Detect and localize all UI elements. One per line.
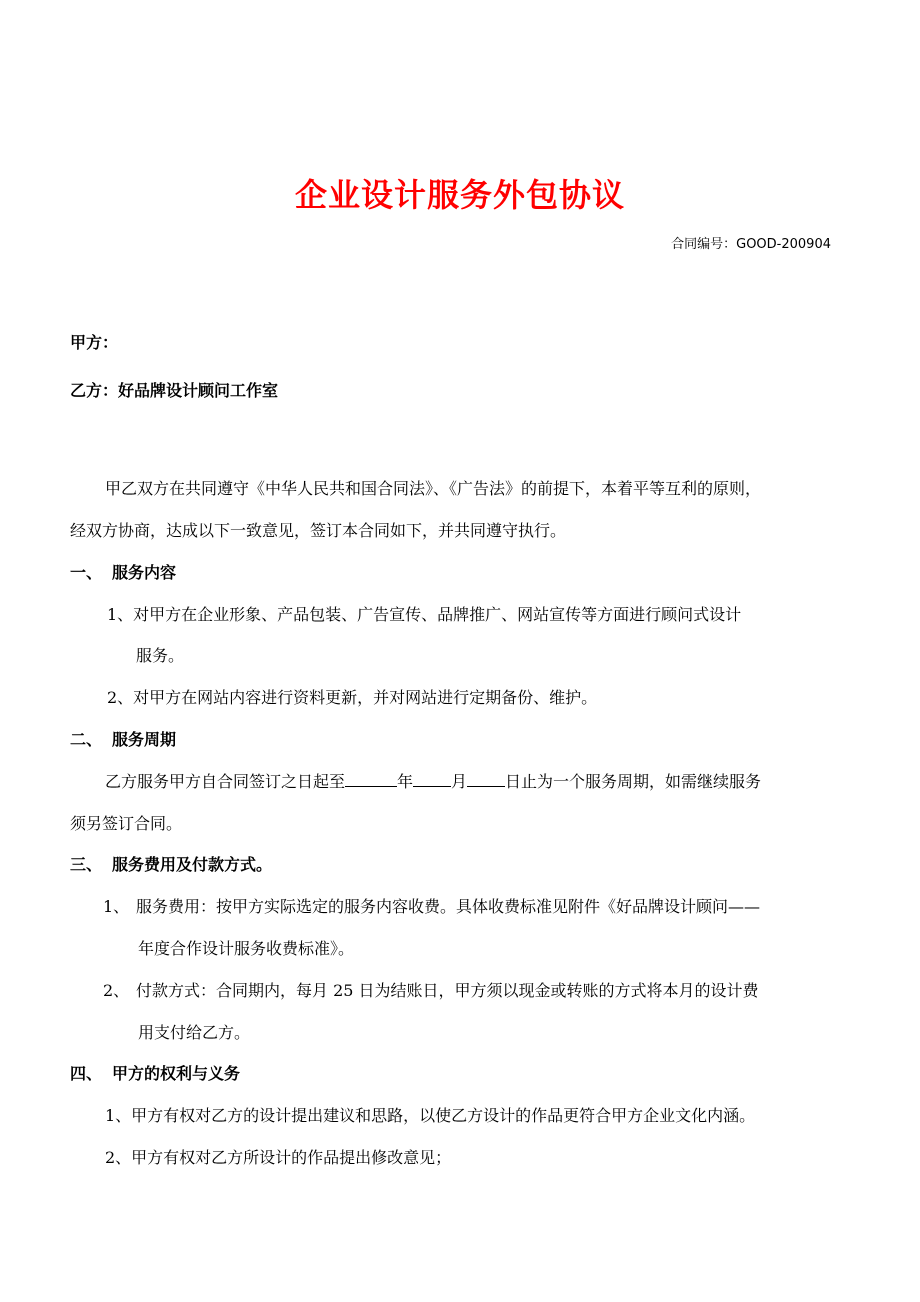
section-4-heading — [70, 1061, 240, 1084]
section-3-item-1-line-2: 年度合作设计服务收费标准》。 — [138, 939, 355, 958]
section-2-text-d: 日止为一个服务周期，如需继续服务 — [505, 772, 762, 791]
section-1-item-2: 2、对甲方在网站内容进行资料更新，并对网站进行定期备份、维护。 — [107, 688, 598, 707]
section-1-number: 一、 — [70, 563, 103, 582]
section-2-line-2: 须另签订合同。 — [70, 814, 183, 833]
party-a: 甲方： — [70, 333, 119, 352]
intro-line-2: 经双方协商，达成以下一致意见，签订本合同如下，并共同遵守执行。 — [70, 521, 567, 540]
section-4-number: 四、 — [70, 1064, 103, 1083]
section-3-item-1-number: 1、 — [103, 897, 130, 916]
section-2-heading — [70, 727, 176, 750]
section-1-heading — [70, 560, 176, 583]
section-1-title: 服务内容 — [112, 563, 177, 582]
year-blank[interactable] — [345, 772, 397, 787]
section-3-title: 服务费用及付款方式。 — [112, 855, 273, 874]
section-1-item-1-line-1: 1、对甲方在企业形象、产品包装、广告宣传、品牌推广、网站宣传等方面进行顾问式设计 — [107, 605, 742, 624]
section-3-heading — [70, 852, 272, 875]
section-2-number: 二、 — [70, 730, 103, 749]
section-2-line-1 — [105, 769, 761, 792]
section-3-item-2-line-1: 付款方式：合同期内，每月 25 日为结账日，甲方须以现金或转账的方式将本月的设计费 — [136, 981, 759, 1000]
section-4-title: 甲方的权利与义务 — [112, 1064, 241, 1083]
party-b: 乙方：好品牌设计顾问工作室 — [70, 381, 279, 400]
section-2-text-b: 年 — [397, 772, 414, 791]
contract-number: 合同编号：GOOD-200904 — [671, 237, 831, 252]
section-2-text-c: 月 — [451, 772, 468, 791]
month-blank[interactable] — [413, 772, 451, 787]
section-3-item-2-number: 2、 — [103, 981, 130, 1000]
section-3-number: 三、 — [70, 855, 103, 874]
section-2-title: 服务周期 — [112, 730, 177, 749]
document-title: 企业设计服务外包协议 — [294, 176, 625, 214]
intro-line-1: 甲乙双方在共同遵守《中华人民共和国合同法》、《广告法》的前提下，本着平等互利的原则， — [105, 479, 762, 498]
section-3-item-2-line-2: 用支付给乙方。 — [138, 1023, 251, 1042]
section-3-item-1-line-1: 服务费用：按甲方实际选定的服务内容收费。具体收费标准见附件《好品牌设计顾问—— — [136, 897, 761, 916]
section-1-item-1-line-2: 服务。 — [136, 646, 185, 665]
section-4-item-2: 2、甲方有权对乙方所设计的作品提出修改意见； — [105, 1148, 452, 1167]
day-blank[interactable] — [467, 772, 505, 787]
section-4-item-1: 1、甲方有权对乙方的设计提出建议和思路，以使乙方设计的作品更符合甲方企业文化内涵。 — [105, 1106, 756, 1125]
section-2-text-a: 乙方服务甲方自合同签订之日起至 — [105, 772, 346, 791]
